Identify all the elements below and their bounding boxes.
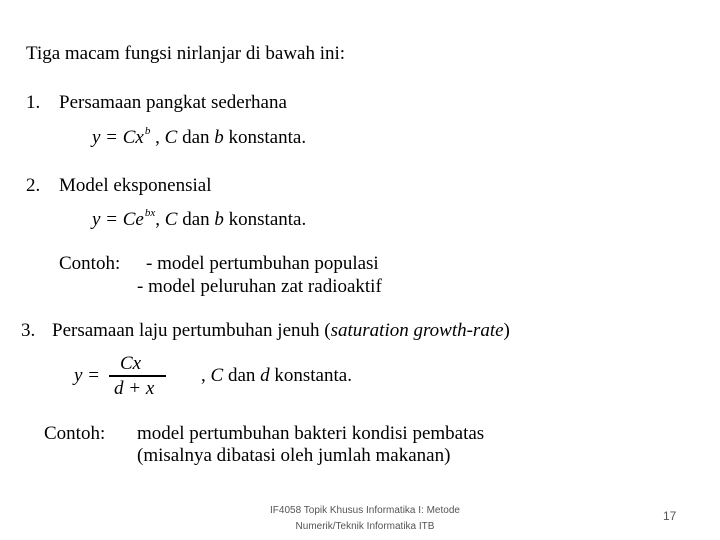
item2-equation [92, 207, 307, 230]
item3-eq-denominator: d + x [114, 378, 155, 399]
item3-title-italic: saturation growth-rate [330, 320, 504, 341]
item1-eq-exponent: b [144, 125, 151, 137]
footer-text [240, 503, 490, 535]
item2-number: 2. [26, 175, 41, 196]
item2-eq-lhs: y = Ce [92, 209, 144, 230]
item3-example-label: Contoh: [44, 423, 106, 444]
item1-number: 1. [26, 92, 41, 113]
item3-eq-numerator: Cx [120, 353, 142, 374]
item2-eq-sep: , [155, 209, 165, 230]
page-number: 17 [663, 509, 677, 523]
item3-eq-sep: , [201, 365, 211, 386]
item3-eq-dan: dan [223, 365, 261, 386]
item3-eq-c: C [210, 365, 224, 386]
item3-title-end: ) [503, 320, 510, 341]
item3-number: 3. [21, 320, 36, 341]
item2-eq-b: b [214, 209, 224, 230]
item1-eq-lhs: y = Cx [92, 127, 144, 148]
item3-example-line1: model pertumbuhan bakteri kondisi pembatas [137, 423, 485, 444]
item2-title: Model eksponensial [59, 175, 212, 196]
item1-eq-b: b [214, 127, 224, 148]
item2-eq-dan: dan [177, 209, 215, 230]
item1-eq-tail: konstanta. [223, 127, 307, 148]
item2-eq-c: C [164, 209, 178, 230]
item3-title [52, 321, 510, 340]
item2-example-1: - model pertumbuhan populasi [146, 253, 379, 274]
item3-example-line2: (misalnya dibatasi oleh jumlah makanan) [137, 445, 451, 466]
item3-eq-rest [201, 366, 352, 385]
item2-example-2: - model peluruhan zat radioaktif [137, 276, 382, 297]
footer-line1: IF4058 Topik Khusus Informatika I: Metode [270, 505, 460, 516]
item1-equation [92, 125, 307, 148]
item3-eq-d: d [260, 365, 270, 386]
footer-line2: Numerik/Teknik Informatika ITB [295, 521, 435, 532]
item2-eq-tail: konstanta. [223, 209, 307, 230]
item3-eq-lhs: y = [74, 365, 101, 386]
item2-eq-exponent: bx [144, 207, 156, 219]
item3-eq-tail: konstanta. [269, 365, 352, 386]
item1-eq-sep: , [150, 127, 165, 148]
item1-eq-dan: dan [177, 127, 215, 148]
intro-heading: Tiga macam fungsi nirlanjar di bawah ini: [26, 43, 346, 64]
item3-eq-fraction-bar [109, 375, 166, 377]
item2-example-label: Contoh: [59, 253, 121, 274]
item1-eq-c: C [164, 127, 178, 148]
item3-title-start: Persamaan laju pertumbuhan jenuh ( [52, 320, 331, 341]
item1-title: Persamaan pangkat sederhana [59, 92, 287, 113]
